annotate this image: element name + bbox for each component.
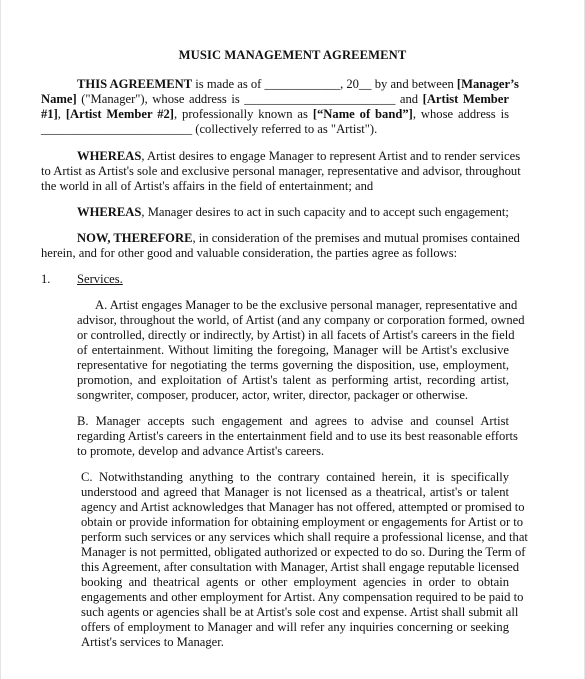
- para-a-line: or controlled, directly or indirectly, by Artist) in all facets of Artist's careers in the field: [77, 328, 515, 342]
- para-c-line: perform such services or any services which shall require a professional license, and that: [81, 530, 528, 544]
- para-c-line: agency and Artist acknowledges that Manager has not offered, attempted or promised to: [81, 500, 525, 514]
- para-c-line: booking and theatrical agents or other employment agencies in order to obtain: [81, 575, 509, 589]
- intro-line-1: THIS AGREEMENT is made as of ____________, 20__ by and between [Manager’s: [77, 77, 519, 91]
- para-c-line: engagements and other employment for Artist. Any compensation required to be paid to: [81, 590, 524, 604]
- para-a-line: A. Artist engages Manager to be the exclusive personal manager, representative and: [95, 298, 518, 312]
- para-c-line: Manager is not permitted, obligated authorized or expected to do so. During the Term of: [81, 545, 526, 559]
- whereas1-line-3: the world in all of Artist's affairs in the field of entertainment; and: [41, 179, 374, 193]
- para-c-line: this Agreement, after consultation with Manager, Artist shall engage reputable licensed: [81, 560, 520, 574]
- document-title: MUSIC MANAGEMENT AGREEMENT: [178, 48, 407, 62]
- intro-line-4: ________________________ (collectively referred to as "Artist").: [41, 122, 378, 136]
- para-c-line: such agents or agencies shall be at Artist's sole cost and expense. Artist shall submit all: [81, 605, 519, 619]
- para-c-line: understood and agreed that Manager is not licensed as a theatrical, artist's or talent: [81, 485, 509, 499]
- para-a-line: advisor, throughout the world, of Artist (and any company or corporation formed, owned: [77, 313, 525, 327]
- para-c-line: offers of employment to Manager and will refer any inquiries concerning or seeking: [81, 620, 509, 634]
- para-a-line: of entertainment. Without limiting the foregoing, Manager will be Artist's exclusive: [77, 343, 509, 357]
- para-b-line: to promote, develop and advance Artist's careers.: [77, 444, 325, 458]
- whereas2-line-1: WHEREAS, Manager desires to act in such capacity and to accept such engagement;: [77, 205, 509, 219]
- intro-line-3: #1], [Artist Member #2], professionally known as [“Name of band”], whose address is: [41, 107, 509, 121]
- para-a-line: songwriter, composer, producer, actor, writer, director, packager or otherwise.: [77, 388, 469, 402]
- para-c-line: C. Notwithstanding anything to the contrary contained herein, it is specifically: [81, 470, 509, 484]
- therefore-line-1: NOW, THEREFORE, in consideration of the premises and mutual promises contained: [77, 231, 520, 245]
- section-1-heading: Services.: [77, 272, 123, 286]
- para-a-line: promotion, and exploitation of Artist's talent as performing artist, recording artist,: [77, 373, 509, 387]
- section-1-number: 1.: [41, 272, 51, 286]
- intro-line-2: Name] ("Manager"), whose address is ________________________ and [Artist Member: [41, 92, 509, 106]
- para-b-line: regarding Artist's careers in the entertainment field and to use its best reasonable efforts: [77, 429, 518, 443]
- para-c-line: obtain or provide information for obtaining employment or engagements for Artist or to: [81, 515, 524, 529]
- para-c-line: Artist's services to Manager.: [81, 635, 224, 649]
- whereas1-line-2: to Artist as Artist's sole and exclusive personal manager, representative and advisor, throughout: [41, 164, 521, 178]
- para-a-line: representative for negotiating the terms governing the disposition, use, employment,: [77, 358, 509, 372]
- therefore-line-2: herein, and for other good and valuable consideration, the parties agree as follows:: [41, 246, 458, 260]
- whereas1-line-1: WHEREAS, Artist desires to engage Manager to represent Artist and to render services: [77, 149, 521, 163]
- para-b-line: B. Manager accepts such engagement and agrees to advise and counsel Artist: [77, 414, 509, 428]
